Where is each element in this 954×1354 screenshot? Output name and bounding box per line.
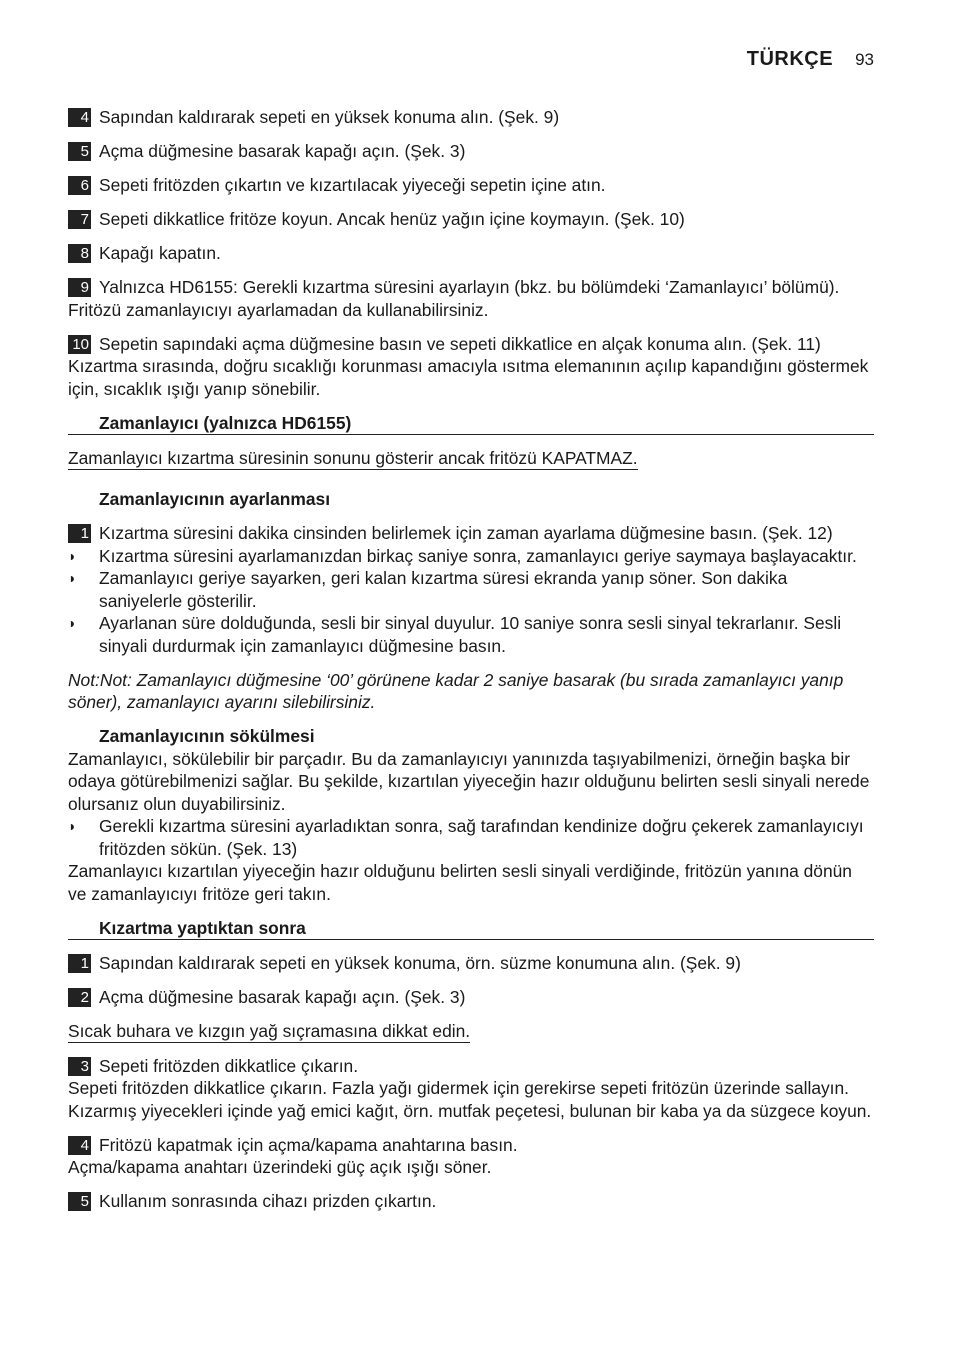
step-text: Fritözü kapatmak için açma/kapama anahtarına basın. (99, 1134, 518, 1155)
step-4 (68, 106, 874, 129)
page-content (68, 106, 874, 1213)
step-5 (68, 140, 874, 163)
step-6 (68, 174, 874, 197)
step-number: 9 (68, 278, 91, 297)
section-heading-timer-removal: Zamanlayıcının sökülmesi (99, 726, 315, 746)
step-8 (68, 242, 874, 265)
step-10-note: Kızartma sırasında, doğru sıcaklığı korunması amacıyla ısıtma elemanının açılıp kapandığını göstermek için, sıcaklık ışığı yanıp sönebilir. (68, 356, 869, 399)
bullet-item: ◗ Kızartma süresini ayarlamanızdan birkaç saniye sonra, zamanlayıcı geriye saymaya başlayacaktır. (68, 545, 874, 568)
step-number: 8 (68, 244, 91, 263)
step-9 (68, 276, 874, 299)
step-number: 5 (68, 1192, 91, 1211)
step-text: Kullanım sonrasında cihazı prizden çıkartın. (99, 1191, 437, 1211)
after-step-4-note: Açma/kapama anahtarı üzerindeki güç açık ışığı söner. (68, 1157, 492, 1177)
step-number: 10 (68, 335, 91, 354)
step-number: 2 (68, 988, 91, 1007)
timer-step-1 (68, 522, 874, 545)
after-step-4 (68, 1134, 874, 1157)
bullet-item: ◗ Zamanlayıcı geriye sayarken, geri kalan kızartma süresi ekranda yanıp söner. Son dakika saniyelerle gösterilir. (68, 567, 874, 612)
timer-reset-note: Not:Not: Zamanlayıcı düğmesine ‘00’ görünene kadar 2 saniye basarak (bu sırada zamanlayıcı yanıp söner), zamanlayıcı ayarını silebilirsiniz. (68, 669, 844, 712)
step-text: Sepetin sapındaki açma düğmesine basın ve sepeti dikkatlice en alçak konuma alın. (Şek. 11) (99, 333, 821, 354)
section-heading-timer: Zamanlayıcı (yalnızca HD6155) (68, 412, 874, 436)
after-step-1 (68, 952, 874, 975)
step-text: Açma düğmesine basarak kapağı açın. (Şek. 3) (99, 141, 466, 161)
step-9-note: Fritözü zamanlayıcıyı ayarlamadan da kullanabilirsiniz. (68, 299, 489, 320)
page-number: 93 (855, 50, 874, 69)
step-number: 1 (68, 524, 91, 543)
bullet-item: ◗ Gerekli kızartma süresini ayarladıktan sonra, sağ tarafından kendinize doğru çekerek zamanlayıcıyı fritözden sökün. (Şek. 13) (68, 815, 874, 860)
step-7 (68, 208, 874, 231)
after-step-3-note: Sepeti fritözden dikkatlice çıkarın. Fazla yağı gidermek için gerekirse sepeti fritözün üzerinde sallayın. Kızarmış yiyecekleri içinde yağ emici kağıt, örn. mutfak peçetesi, bulunan bir kaba ya da süzgece koyun. (68, 1078, 872, 1121)
section-heading-after-frying: Kızartma yaptıktan sonra (68, 917, 874, 941)
steam-warning: Sıcak buhara ve kızgın yağ sıçramasına dikkat edin. (68, 1020, 470, 1044)
after-step-3 (68, 1055, 874, 1078)
bullet-item: ◗ Ayarlanan süre dolduğunda, sesli bir sinyal duyulur. 10 saniye sonra sesli sinyal tekrarlanır. Sesli sinyali durdurmak için zamanlayıcı düğmesine basın. (68, 612, 874, 657)
step-text: Yalnızca HD6155: Gerekli kızartma süresini ayarlayın (bkz. bu bölümdeki ‘Zamanlayıcı’ bölümü). (99, 277, 840, 297)
step-10 (68, 333, 874, 356)
step-text: Sapından kaldırarak sepeti en yüksek konuma, örn. süzme konumuna alın. (Şek. 9) (99, 952, 741, 973)
step-number: 6 (68, 176, 91, 195)
timer-warning: Zamanlayıcı kızartma süresinin sonunu gösterir ancak fritözü KAPATMAZ. (68, 447, 638, 471)
step-text: Sapından kaldırarak sepeti en yüksek konuma alın. (Şek. 9) (99, 107, 560, 127)
page-header (747, 48, 874, 71)
timer-removal-text: Zamanlayıcı, sökülebilir bir parçadır. Bu da zamanlayıcıyı yanınızda taşıyabilmenizi, örneğin başka bir odaya götürebilmenizi sağlar. Bu şekilde, kızartılan yiyeceğin hazır olduğunu belirten sesli sinyali nerede olursanız olun duyabilirsiniz. (68, 748, 870, 814)
language-label: TÜRKÇE (746, 48, 834, 70)
step-text: Sepeti fritözden çıkartın ve kızartılacak yiyeceği sepetin içine atın. (99, 175, 606, 195)
step-number: 1 (68, 954, 91, 973)
step-number: 4 (68, 108, 91, 127)
after-step-5 (68, 1190, 874, 1213)
timer-removal-text-2: Zamanlayıcı kızartılan yiyeceğin hazır olduğunu belirten sesli sinyali verdiğinde, fritözün yanına dönün ve zamanlayıcıyı fritöze geri takın. (68, 861, 852, 904)
step-number: 4 (68, 1136, 91, 1155)
step-number: 3 (68, 1057, 91, 1076)
step-text: Kızartma süresini dakika cinsinden belirlemek için zaman ayarlama düğmesine basın. (Şek. 12) (99, 523, 833, 543)
step-text: Açma düğmesine basarak kapağı açın. (Şek. 3) (99, 986, 466, 1007)
step-text: Sepeti dikkatlice fritöze koyun. Ancak henüz yağın içine koymayın. (Şek. 10) (99, 209, 685, 229)
step-number: 5 (68, 142, 91, 161)
step-text: Kapağı kapatın. (99, 243, 221, 263)
section-heading-timer-setting: Zamanlayıcının ayarlanması (99, 489, 331, 509)
step-number: 7 (68, 210, 91, 229)
after-step-2 (68, 986, 874, 1009)
step-text: Sepeti fritözden dikkatlice çıkarın. (99, 1055, 359, 1076)
